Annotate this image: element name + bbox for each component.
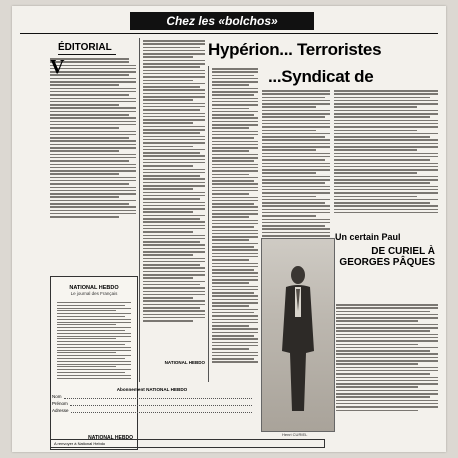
masthead-box	[50, 276, 138, 450]
man-figure-icon	[276, 261, 320, 421]
text-column-curiel	[336, 304, 438, 413]
form-title: Abonnement NATIONAL HEBDO	[116, 387, 188, 392]
text-column-4	[262, 90, 330, 242]
top-rule	[20, 33, 438, 34]
text-column-5	[334, 90, 438, 215]
section-banner: Chez les «bolchos»	[130, 12, 314, 30]
newspaper-page	[12, 6, 446, 452]
subhead: Un certain Paul	[335, 232, 401, 242]
headline-main: Hypérion... Terroristes	[208, 40, 382, 59]
masthead-subtitle: Le journal des Français	[70, 291, 118, 296]
editorial-dropcap: V	[50, 56, 65, 78]
curiel-headline: DE CURIEL À GEORGES PÂQUES	[339, 246, 435, 268]
column-divider	[208, 66, 209, 382]
form-bottom-bar: A renvoyer à National Hebdo	[50, 439, 325, 448]
photo-caption: Henri CURIEL	[282, 432, 308, 437]
form-field-name[interactable]: Nom	[52, 393, 252, 400]
form-field-firstname[interactable]: Prénom	[52, 400, 252, 407]
portrait-photo	[261, 238, 335, 432]
text-column-3	[212, 68, 258, 365]
editorial-signature: NATIONAL HEBDO	[164, 360, 205, 365]
column-divider	[139, 38, 140, 382]
editorial-body	[50, 58, 136, 218]
headline-secondary: ...Syndicat de	[268, 67, 374, 86]
editorial-title: ÉDITORIAL	[58, 42, 116, 55]
form-field-address[interactable]: Adresse	[52, 407, 252, 414]
subscription-form	[52, 387, 252, 414]
masthead-footer: NATIONAL HEBDO	[88, 435, 133, 441]
masthead-title: NATIONAL HEBDO	[69, 285, 119, 291]
text-column-2	[143, 40, 205, 365]
